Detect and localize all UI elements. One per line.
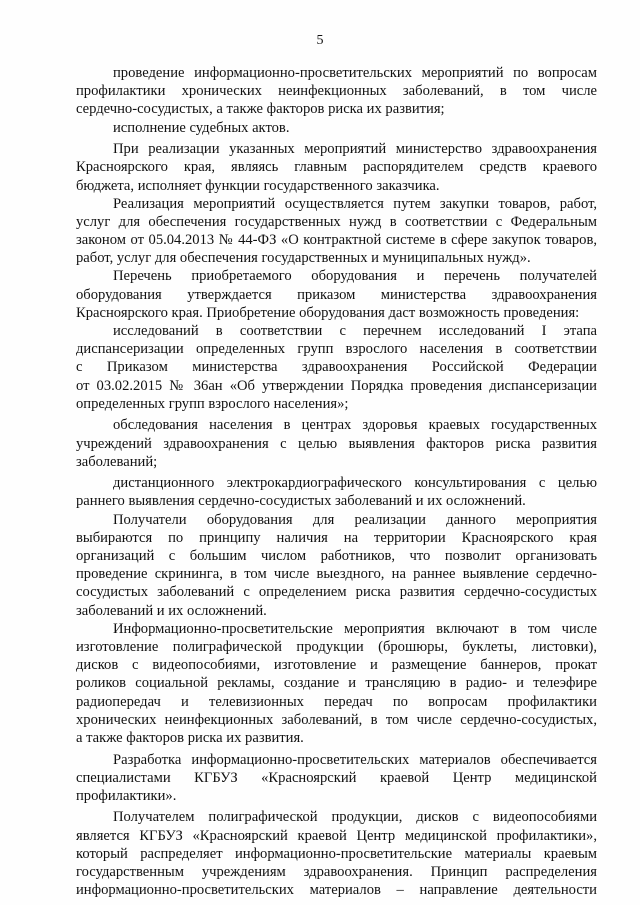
text-line: специалистами КГБУЗ «Красноярский краевой Центр медицинской — [76, 769, 597, 786]
text-line: Информационно-просветительские мероприятия включают в том числе — [113, 620, 597, 637]
text-line: хронических неинфекционных заболеваний, в том числе сердечно-сосудистых, — [76, 711, 597, 728]
text-line: профилактики». — [76, 787, 177, 804]
text-line: исследований в соответствии с перечнем исследований I этапа — [113, 323, 597, 340]
text-line: проведение скрининга, в том числе выездного, на раннее выявление сердечно- — [76, 566, 597, 583]
text-line: Получателем полиграфической продукции, дисков с видеопособиями — [113, 809, 597, 826]
text-line: дистанционного электрокардиографического консультирования с целью — [113, 475, 597, 492]
text-line: информационно-просветительских материалов – направление деятельности — [76, 882, 597, 899]
text-line: Красноярского края. Приобретение оборудования даст возможность проведения: — [76, 304, 580, 321]
text-line: проведение информационно-просветительских мероприятий по вопросам — [113, 65, 597, 81]
text-line: заболеваний и их осложнений. — [76, 602, 267, 619]
text-line: заболеваний; — [76, 453, 158, 470]
text-line: обследования населения в центрах здоровья краевых государственных — [113, 417, 597, 434]
text-line: исполнение судебных актов. — [113, 119, 290, 136]
text-line: сосудистых заболеваний с определением риска развития сердечно-сосудистых — [76, 584, 597, 601]
text-line: Реализация мероприятий осуществляется путем закупки товаров, работ, — [113, 195, 597, 212]
text-line: работ, услуг для обеспечения государственных и муниципальных нужд». — [76, 250, 531, 267]
text-line: При реализации указанных мероприятий министерство здравоохранения — [113, 141, 597, 158]
text-line: является КГБУЗ «Красноярский краевой Центр медицинской профилактики», — [76, 827, 597, 844]
text-line: профилактики хронических неинфекционных заболеваний, в том числе — [76, 83, 597, 100]
text-line: бюджета, исполняет функции государственного заказчика. — [76, 177, 440, 194]
text-line: Перечень приобретаемого оборудования и перечень получателей — [113, 268, 597, 285]
text-line: государственным учреждениям здравоохранения. Принцип распределения — [76, 864, 597, 881]
text-line: организаций с большим числом работников, что позволит организовать — [76, 548, 597, 565]
text-line: Красноярского края, являясь главным распорядителем средств краевого — [76, 159, 597, 176]
text-line: изготовление полиграфической продукции (брошюры, буклеты, листовки), — [76, 638, 597, 655]
text-line: радиопередач и телевизионных передач по вопросам профилактики — [76, 693, 597, 710]
text-line: от 03.02.2015 № 36ан «Об утверждении Порядка проведения диспансеризации — [76, 377, 597, 394]
text-line: определенных групп взрослого населения»; — [76, 395, 349, 412]
text-line: учреждений здравоохранения с целью выявления факторов риска развития — [76, 435, 597, 452]
text-line: сердечно-сосудистых, а также факторов риска их развития; — [76, 101, 445, 118]
text-line: с Приказом министерства здравоохранения Российской Федерации — [76, 359, 597, 376]
text-line: Получатели оборудования для реализации данного мероприятия — [113, 511, 597, 528]
text-line: дисков с видеопособиями, изготовление и размещение баннеров, прокат — [76, 657, 597, 674]
body-text — [76, 64, 597, 899]
text-line: выбираются по принципу наличия на территории Красноярского края — [76, 529, 597, 546]
text-line: законом от 05.04.2013 № 44-ФЗ «О контрактной системе в сфере закупок товаров, — [76, 232, 597, 249]
text-line: который распределяет информационно-просветительские материалы краевым — [76, 845, 597, 862]
text-line: Разработка информационно-просветительских материалов обеспечивается — [113, 751, 597, 768]
text-line: а также факторов риска их развития. — [76, 729, 304, 746]
text-line: оборудования утверждается приказом министерства здравоохранения — [76, 286, 597, 303]
text-line: диспансеризации определенных групп взрослого населения в соответствии — [76, 341, 597, 358]
text-line: раннего выявления сердечно-сосудистых заболеваний и их осложнений. — [76, 493, 526, 510]
page-number: 5 — [316, 33, 324, 48]
text-line: услуг для обеспечения государственных нужд в соответствии с Федеральным — [76, 213, 597, 230]
text-line: роликов социальной рекламы, создание и трансляцию в радио- и телеэфире — [76, 675, 597, 692]
